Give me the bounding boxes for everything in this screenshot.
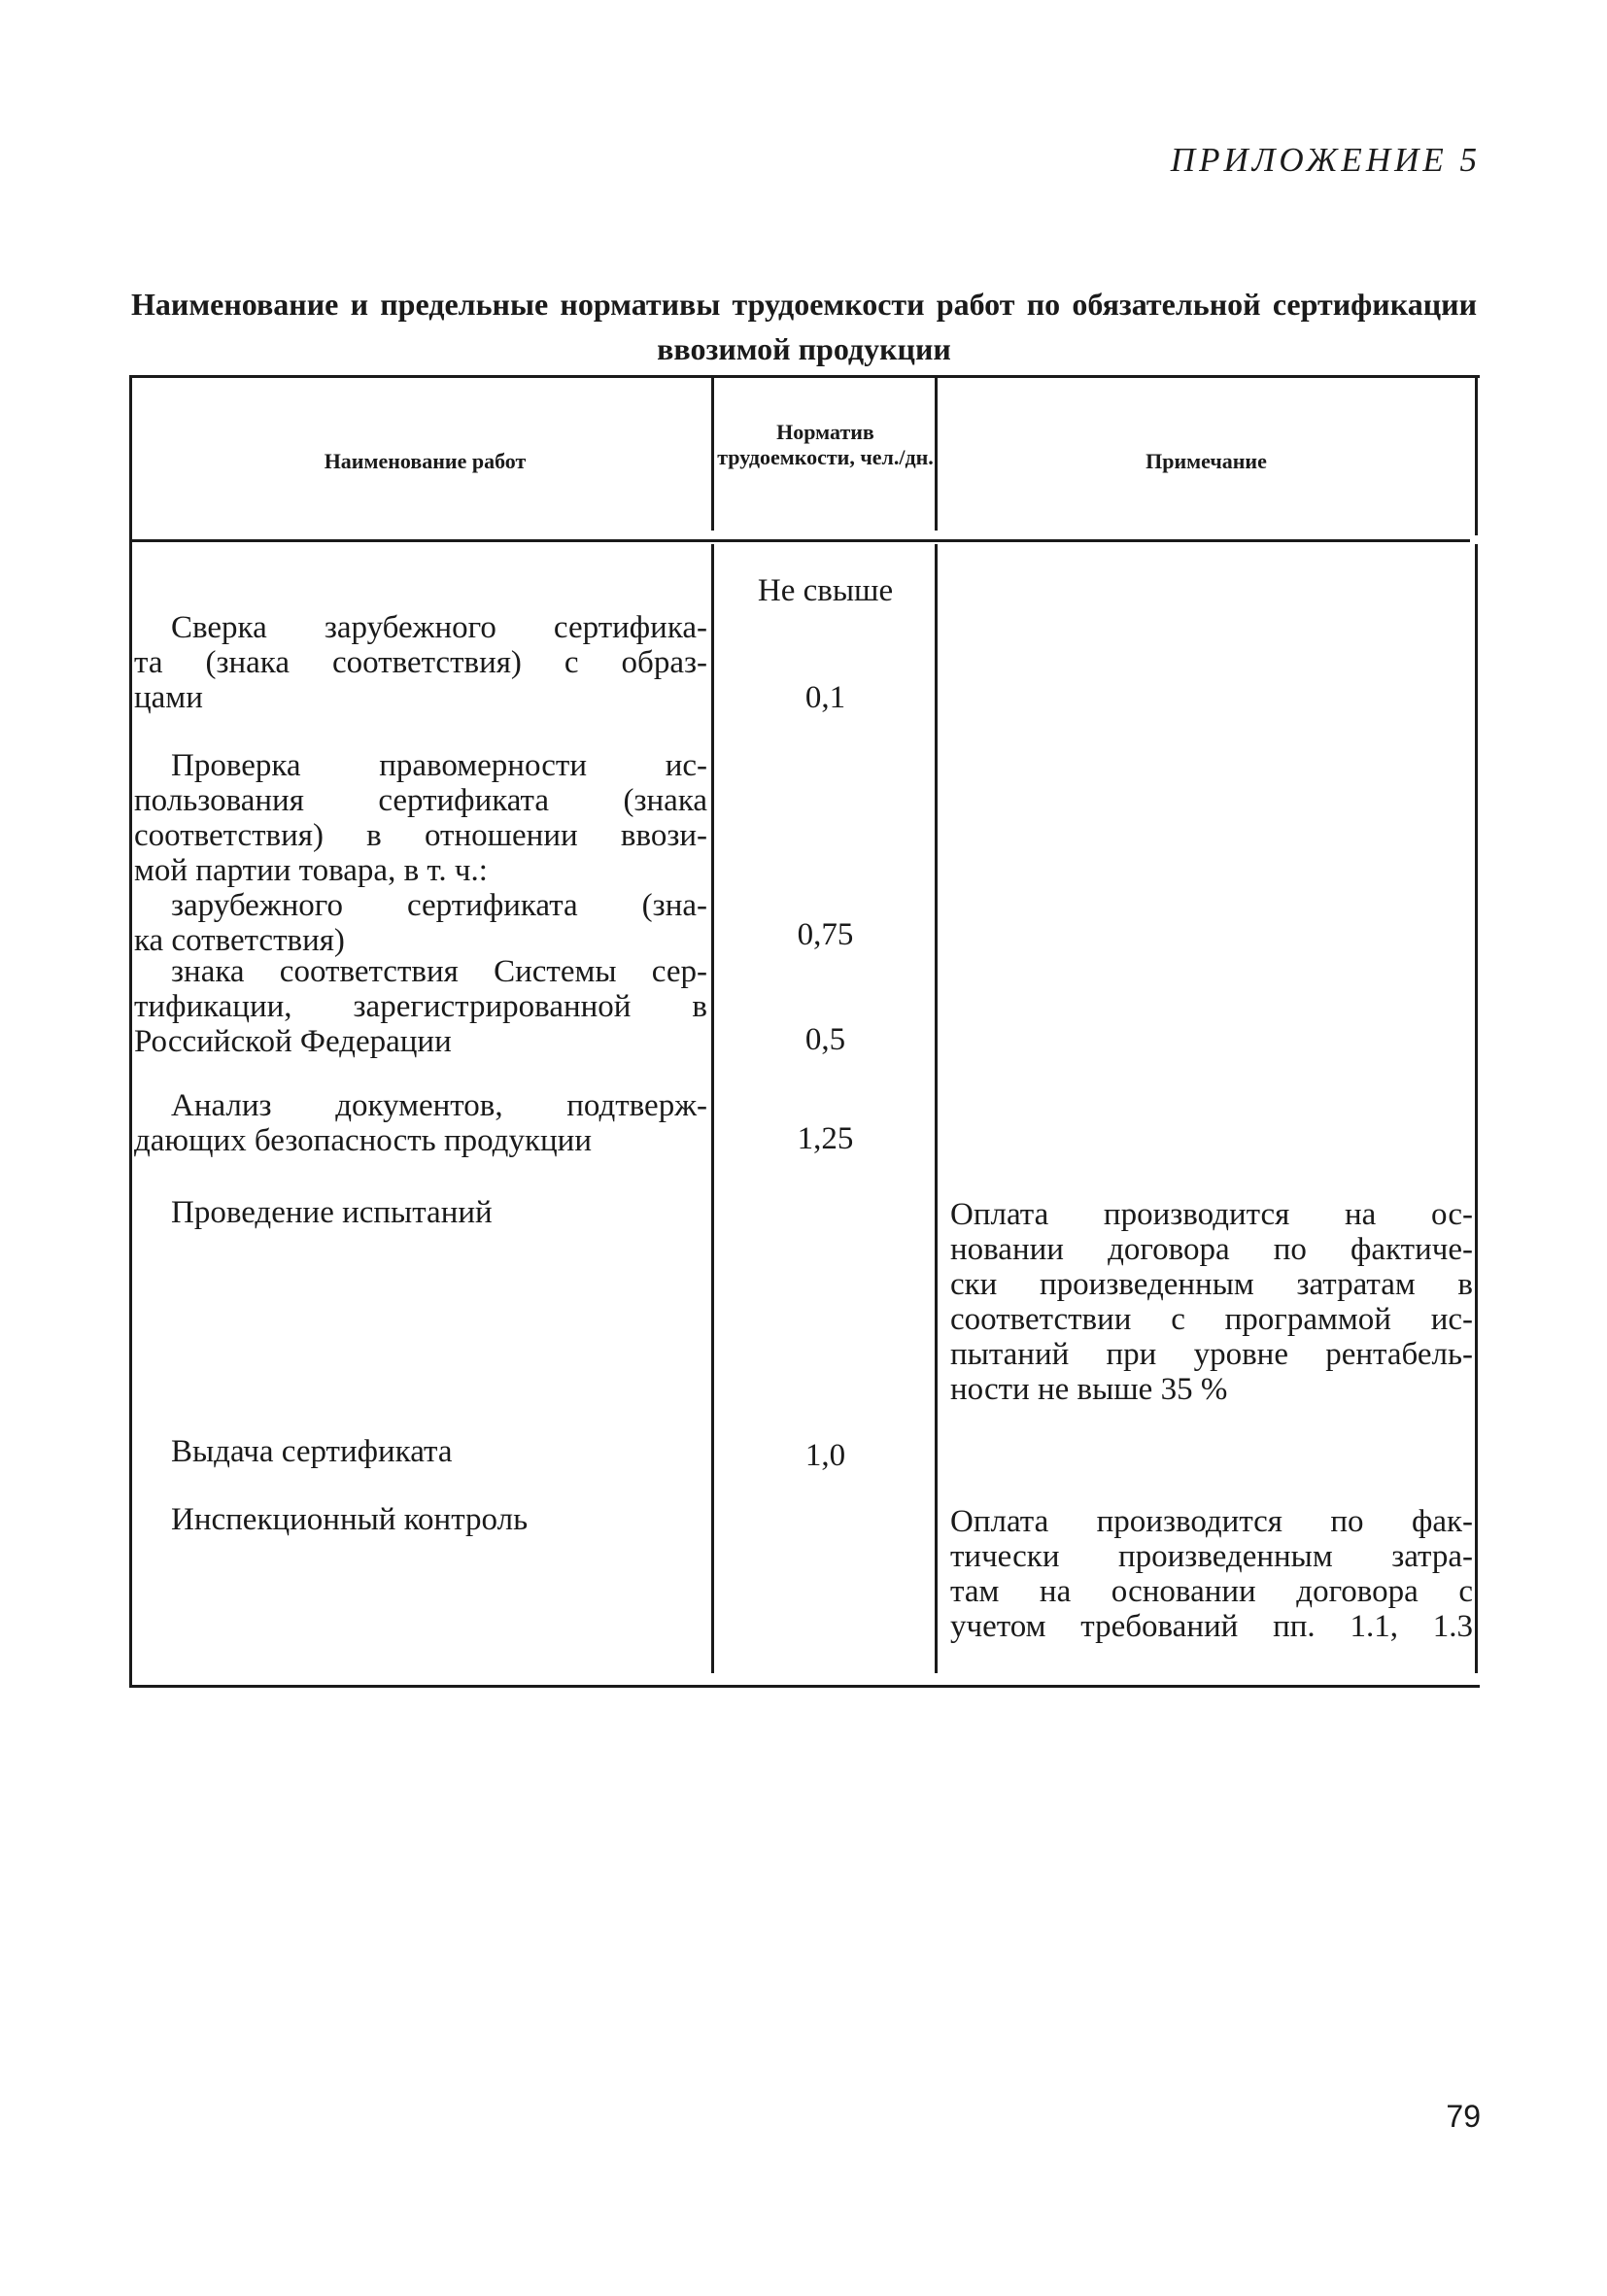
row-name-line: знака соответствия Системы сер- <box>171 954 707 989</box>
row-name-line: цами <box>134 680 203 715</box>
appendix-label: ПРИЛОЖЕНИЕ 5 <box>1170 141 1481 179</box>
table-top-rule <box>129 375 1480 378</box>
table-divider-1-body <box>711 544 714 1673</box>
table-row-name <box>134 748 707 888</box>
row-note-line: там на основании договора с <box>950 1574 1473 1609</box>
header-note: Примечание <box>1145 449 1267 473</box>
row-name-line: Российской Федерации <box>134 1024 452 1059</box>
row-note-line: Оплата производится по фак- <box>950 1504 1473 1539</box>
table-row-name <box>134 888 707 958</box>
row-name-line: тификации, зарегистрированной в <box>134 989 707 1024</box>
row-note-line: ности не выше 35 % <box>950 1372 1228 1407</box>
row-name-line: зарубежного сертификата (зна- <box>171 888 707 923</box>
row-name-line: Выдача сертификата <box>171 1434 453 1469</box>
row-name-line: дающих безопасность продукции <box>134 1123 592 1158</box>
table-left-border <box>129 375 132 1687</box>
page-number: 79 <box>1446 2099 1481 2134</box>
table-bottom-rule <box>129 1685 1480 1688</box>
row-note-line: учетом требований пп. 1.1, 1.3 <box>950 1609 1473 1644</box>
table-row-norm: 1,0 <box>804 1438 846 1473</box>
table-row-name <box>134 1434 707 1469</box>
norm-prefix: Не свыше <box>757 573 894 608</box>
row-name-line: ка сответствия) <box>134 923 345 958</box>
row-name-line: пользования сертификата (знака <box>134 783 707 818</box>
row-name-line: Проведение испытаний <box>171 1195 493 1230</box>
row-note-line: соответствии с программой ис- <box>950 1302 1473 1337</box>
table-row-name <box>134 610 707 715</box>
row-name-line: Инспекционный контроль <box>171 1502 529 1537</box>
page-title: Наименование и предельные нормативы трудоемкости работ по обязательной сертификации ввозимой продукции <box>131 287 1477 366</box>
row-name-line: мой партии товара, в т. ч.: <box>134 853 488 888</box>
row-note-line: пытаний при уровне рентабель- <box>950 1337 1473 1372</box>
table-row-name <box>134 1088 707 1158</box>
row-note-line: тически произведенным затра- <box>950 1539 1473 1574</box>
table-row-note <box>950 1197 1473 1407</box>
header-work-name: Наименование работ <box>324 449 527 473</box>
row-note-line: Оплата производится на ос- <box>950 1197 1473 1232</box>
table-right-border-body <box>1475 544 1478 1673</box>
table-row-norm: 1,25 <box>797 1121 854 1156</box>
table-row-norm: 0,5 <box>804 1022 846 1057</box>
table-row-name <box>134 954 707 1059</box>
table-row-name <box>134 1502 707 1537</box>
table-row-note <box>950 1504 1473 1644</box>
header-labor-norm: Норматив трудоемкости, чел./дн. <box>717 420 934 469</box>
row-note-line: ски произведенным затратам в <box>950 1267 1473 1302</box>
row-name-line: Анализ документов, подтверж- <box>171 1088 707 1123</box>
row-name-line: Проверка правомерности ис- <box>171 748 707 783</box>
table-header-rule <box>129 539 1470 542</box>
table-row-norm: 0,1 <box>804 680 846 715</box>
row-name-line: соответствия) в отношении ввози- <box>134 818 707 853</box>
table-row-norm: 0,75 <box>797 917 854 952</box>
row-note-line: новании договора по фактиче- <box>950 1232 1473 1267</box>
row-name-line: та (знака соответствия) с образ- <box>134 645 707 680</box>
row-name-line: Сверка зарубежного сертифика- <box>171 610 707 645</box>
table-row-name <box>134 1195 707 1230</box>
